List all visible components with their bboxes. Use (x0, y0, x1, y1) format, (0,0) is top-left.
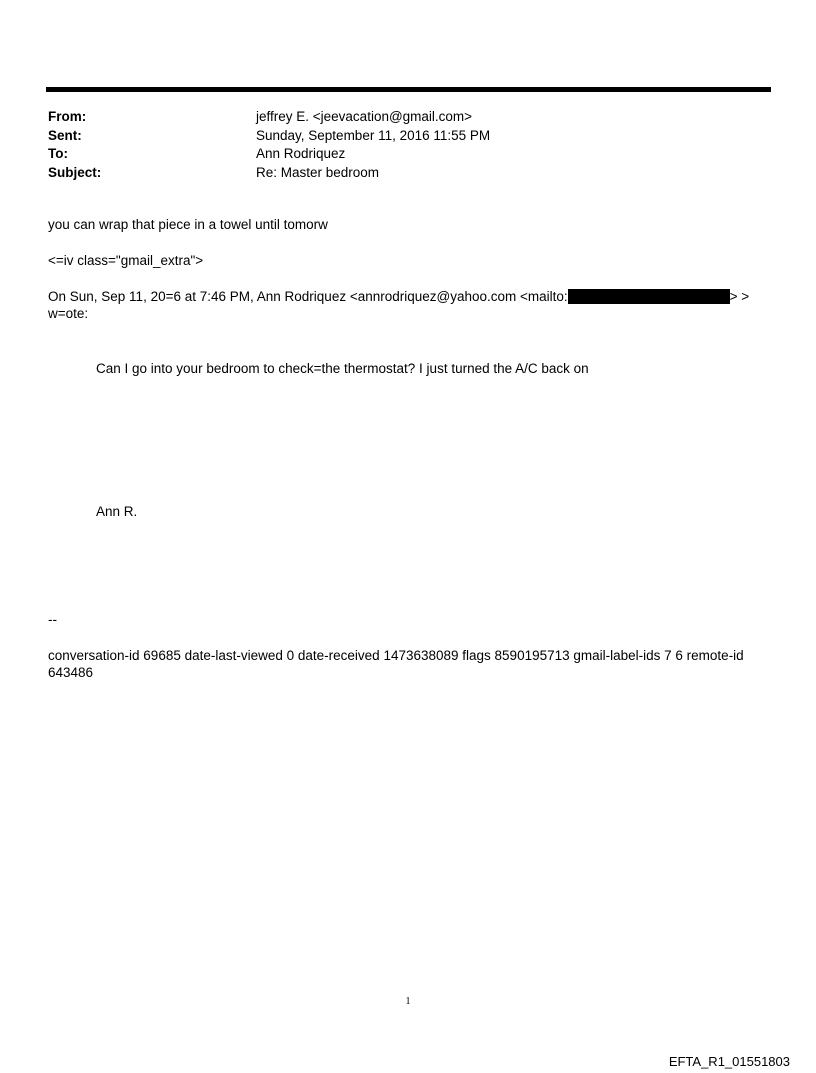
sent-label: Sent: (48, 127, 82, 143)
to-value: Ann Rodriquez (256, 146, 346, 161)
from-value: jeffrey E. <jeevacation@gmail.com> (256, 109, 473, 124)
quote-header (48, 288, 749, 305)
subject-value: Re: Master bedroom (256, 164, 380, 180)
bates-number: EFTA_R1_01551803 (668, 1054, 790, 1069)
quote-header-start: On Sun, Sep 11, 20=6 at 7:46 PM, Ann Rodriquez <annrodriquez@yahoo.com <mailto: (48, 289, 568, 304)
from-label: From: (48, 109, 87, 124)
quote-header-line2: w=ote: (48, 306, 89, 321)
redaction-block (568, 289, 730, 304)
quote-header-end: > > (729, 289, 750, 304)
subject-label: Subject: (48, 164, 102, 180)
html-fragment-text: <=iv class="gmail_extra"> (48, 253, 204, 268)
sent-value: Sunday, September 11, 2016 11:55 PM (256, 127, 491, 143)
to-row (48, 145, 490, 164)
reply-text: you can wrap that piece in a towel until tomorw (48, 217, 328, 232)
quoted-message: Can I go into your bedroom to check=the thermostat? I just turned the A/C back on (96, 361, 589, 376)
sent-row (48, 127, 490, 146)
metadata-line-1: conversation-id 69685 date-last-viewed 0 date-received 1473638089 flags 8590195713 gmail-label-ids 7 6 remote-id (48, 648, 744, 663)
to-label: To: (48, 146, 68, 161)
email-header (48, 108, 490, 182)
header-divider (46, 87, 771, 92)
from-row (48, 108, 490, 127)
subject-row (48, 164, 490, 183)
quoted-signature: Ann R. (96, 504, 138, 519)
metadata-line-2: 643486 (48, 665, 94, 680)
signature-separator: -- (48, 612, 57, 627)
page-number: 1 (405, 996, 411, 1007)
